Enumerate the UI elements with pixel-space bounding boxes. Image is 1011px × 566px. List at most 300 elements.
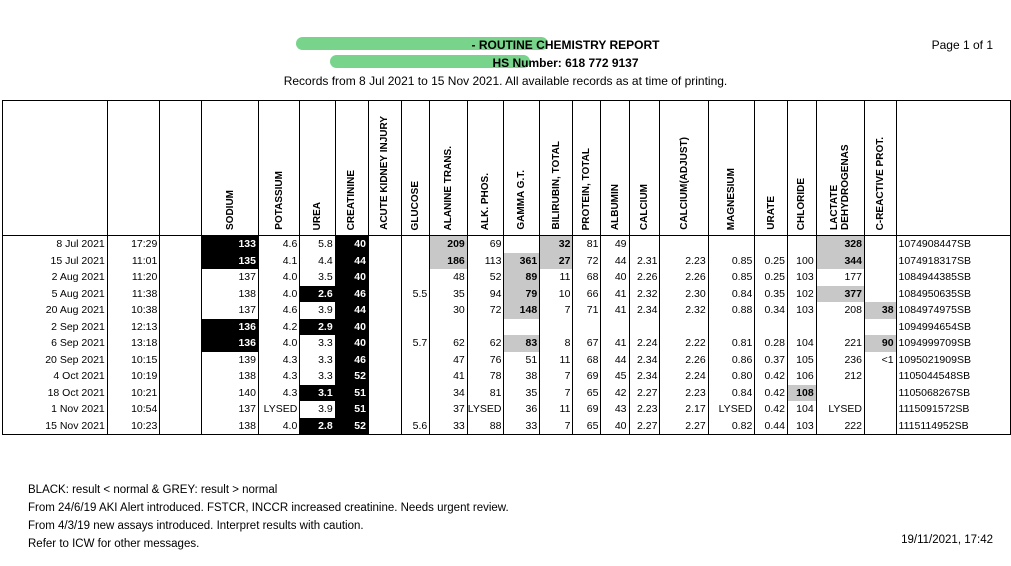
result-cell: 0.86 xyxy=(708,352,755,369)
result-cell: 2.34 xyxy=(629,368,660,385)
result-cell xyxy=(368,385,401,402)
time-cell: 12:13 xyxy=(107,319,160,336)
result-cell xyxy=(368,335,401,352)
column-header-label: ALANINE TRANS. xyxy=(443,145,455,230)
result-cell: LYSED xyxy=(708,401,755,418)
column-header-label: CREATININE xyxy=(346,169,358,230)
result-cell: 71 xyxy=(573,302,601,319)
icw-note: Refer to ICW for other messages. xyxy=(28,538,200,550)
result-cell xyxy=(430,319,468,336)
result-cell: 72 xyxy=(573,253,601,270)
specimen-id-cell: 1094994654SB xyxy=(896,319,1010,336)
column-header xyxy=(755,101,788,236)
result-cell: 2.31 xyxy=(629,253,660,270)
result-cell: 2.9 xyxy=(300,319,335,336)
header-blank-cell xyxy=(160,101,202,236)
result-cell: 0.42 xyxy=(755,385,788,402)
date-cell: 1 Nov 2021 xyxy=(3,401,108,418)
result-cell xyxy=(660,236,708,253)
result-cell xyxy=(864,401,896,418)
result-cell xyxy=(601,319,629,336)
result-cell: 5.6 xyxy=(401,418,429,435)
result-cell: 344 xyxy=(816,253,864,270)
table-row xyxy=(3,418,1011,435)
result-cell xyxy=(368,418,401,435)
result-cell: 138 xyxy=(202,418,259,435)
result-cell xyxy=(504,236,540,253)
date-cell: 18 Oct 2021 xyxy=(3,385,108,402)
table-row xyxy=(3,253,1011,270)
result-cell: 79 xyxy=(504,286,540,303)
result-cell: 4.6 xyxy=(259,236,300,253)
blank-cell xyxy=(160,352,202,369)
result-cell: 52 xyxy=(335,368,368,385)
result-cell xyxy=(368,253,401,270)
result-cell: 4.0 xyxy=(259,269,300,286)
result-cell xyxy=(401,385,429,402)
specimen-id-cell: 1084944385SB xyxy=(896,269,1010,286)
result-cell: 328 xyxy=(816,236,864,253)
result-cell: 104 xyxy=(787,335,816,352)
result-cell: 0.42 xyxy=(755,401,788,418)
date-cell: 8 Jul 2021 xyxy=(3,236,108,253)
result-cell: 89 xyxy=(504,269,540,286)
result-cell: 139 xyxy=(202,352,259,369)
specimen-id-cell: 1105068267SB xyxy=(896,385,1010,402)
column-header xyxy=(864,101,896,236)
result-cell: 62 xyxy=(467,335,504,352)
result-cell: 44 xyxy=(335,253,368,270)
result-cell: 68 xyxy=(573,269,601,286)
result-cell: 0.37 xyxy=(755,352,788,369)
result-cell: 103 xyxy=(787,418,816,435)
result-cell: 0.85 xyxy=(708,269,755,286)
result-cell: 51 xyxy=(335,385,368,402)
result-cell: 52 xyxy=(467,269,504,286)
result-cell: 78 xyxy=(467,368,504,385)
result-cell: 49 xyxy=(601,236,629,253)
result-cell: 51 xyxy=(335,401,368,418)
result-cell: 69 xyxy=(573,401,601,418)
legend-text: BLACK: result < normal & GREY: result > normal xyxy=(28,484,278,496)
blank-cell xyxy=(160,269,202,286)
specimen-id-cell: 1074918317SB xyxy=(896,253,1010,270)
time-cell: 11:20 xyxy=(107,269,160,286)
result-cell: 40 xyxy=(601,269,629,286)
result-cell: 0.35 xyxy=(755,286,788,303)
time-cell: 10:15 xyxy=(107,352,160,369)
table-row xyxy=(3,319,1011,336)
result-cell: 4.3 xyxy=(259,352,300,369)
result-cell: 5.8 xyxy=(300,236,335,253)
result-cell xyxy=(401,352,429,369)
table-row xyxy=(3,269,1011,286)
result-cell xyxy=(467,319,504,336)
result-cell xyxy=(660,319,708,336)
result-cell: 7 xyxy=(540,302,573,319)
result-cell: 46 xyxy=(335,352,368,369)
result-cell: 90 xyxy=(864,335,896,352)
result-cell: 8 xyxy=(540,335,573,352)
result-cell: 43 xyxy=(601,401,629,418)
result-cell: 0.25 xyxy=(755,269,788,286)
report-title: - ROUTINE CHEMISTRY REPORT xyxy=(471,38,660,52)
result-cell: 2.30 xyxy=(660,286,708,303)
time-cell: 11:38 xyxy=(107,286,160,303)
result-cell: 44 xyxy=(601,352,629,369)
result-cell: 137 xyxy=(202,401,259,418)
result-cell: 361 xyxy=(504,253,540,270)
result-cell xyxy=(504,319,540,336)
specimen-id-cell: 1095021909SB xyxy=(896,352,1010,369)
blank-cell xyxy=(160,385,202,402)
result-cell: 186 xyxy=(430,253,468,270)
column-header-label: CALCIUM(ADJUST) xyxy=(678,137,690,230)
result-cell: 81 xyxy=(467,385,504,402)
result-cell: 0.88 xyxy=(708,302,755,319)
result-cell: 4.0 xyxy=(259,335,300,352)
column-header xyxy=(708,101,755,236)
column-header xyxy=(300,101,335,236)
result-cell: 138 xyxy=(202,368,259,385)
result-cell: 65 xyxy=(573,418,601,435)
result-cell: 100 xyxy=(787,253,816,270)
result-cell: 36 xyxy=(504,401,540,418)
result-cell: 62 xyxy=(430,335,468,352)
time-cell: 10:38 xyxy=(107,302,160,319)
result-cell: 44 xyxy=(601,253,629,270)
result-cell: 27 xyxy=(540,253,573,270)
result-cell xyxy=(573,319,601,336)
column-header xyxy=(787,101,816,236)
time-cell: 17:29 xyxy=(107,236,160,253)
result-cell: 221 xyxy=(816,335,864,352)
column-header xyxy=(259,101,300,236)
nhs-number: HS Number: 618 772 9137 xyxy=(492,56,639,70)
result-cell: 40 xyxy=(335,335,368,352)
result-cell: 105 xyxy=(787,352,816,369)
date-cell: 15 Nov 2021 xyxy=(3,418,108,435)
result-cell: 7 xyxy=(540,418,573,435)
result-cell xyxy=(787,319,816,336)
column-header xyxy=(629,101,660,236)
result-cell: 3.9 xyxy=(300,401,335,418)
result-cell xyxy=(401,269,429,286)
result-cell: 3.9 xyxy=(300,302,335,319)
result-cell: 94 xyxy=(467,286,504,303)
records-range: Records from 8 Jul 2021 to 15 Nov 2021. All available records as at time of printing. xyxy=(283,74,728,88)
column-header-label: UREA xyxy=(312,201,323,230)
result-cell xyxy=(864,418,896,435)
table-row xyxy=(3,385,1011,402)
result-cell: 34 xyxy=(430,385,468,402)
result-cell: LYSED xyxy=(467,401,504,418)
result-cell: 81 xyxy=(573,236,601,253)
result-cell: 52 xyxy=(335,418,368,435)
result-cell xyxy=(401,401,429,418)
date-cell: 15 Jul 2021 xyxy=(3,253,108,270)
result-cell: 2.23 xyxy=(660,253,708,270)
result-cell xyxy=(368,368,401,385)
result-cell: 51 xyxy=(504,352,540,369)
result-cell: 2.24 xyxy=(660,368,708,385)
time-cell: 10:54 xyxy=(107,401,160,418)
result-cell xyxy=(401,302,429,319)
result-cell: 69 xyxy=(467,236,504,253)
blank-cell xyxy=(160,319,202,336)
result-cell: 83 xyxy=(504,335,540,352)
date-cell: 5 Aug 2021 xyxy=(3,286,108,303)
result-cell: 137 xyxy=(202,302,259,319)
column-header-label: ALBUMIN xyxy=(609,183,621,230)
result-cell xyxy=(787,236,816,253)
result-cell: 103 xyxy=(787,269,816,286)
result-cell: 2.22 xyxy=(660,335,708,352)
result-cell: 135 xyxy=(202,253,259,270)
specimen-id-cell: 1115114952SB xyxy=(896,418,1010,435)
result-cell: 47 xyxy=(430,352,468,369)
column-header xyxy=(816,101,864,236)
result-cell xyxy=(864,236,896,253)
result-cell: 133 xyxy=(202,236,259,253)
result-cell xyxy=(629,319,660,336)
result-cell: 40 xyxy=(601,418,629,435)
result-cell: 41 xyxy=(601,335,629,352)
date-cell: 2 Aug 2021 xyxy=(3,269,108,286)
table-row xyxy=(3,335,1011,352)
result-cell: 7 xyxy=(540,368,573,385)
result-cell xyxy=(368,269,401,286)
blank-cell xyxy=(160,418,202,435)
date-cell: 4 Oct 2021 xyxy=(3,368,108,385)
result-cell: 4.3 xyxy=(259,385,300,402)
result-cell: 148 xyxy=(504,302,540,319)
result-cell xyxy=(629,236,660,253)
column-header xyxy=(202,101,259,236)
result-cell: 2.27 xyxy=(660,418,708,435)
result-cell: 45 xyxy=(601,368,629,385)
column-header-label: PROTEIN, TOTAL xyxy=(581,147,593,230)
column-header-label: SODIUM xyxy=(224,190,236,230)
result-cell: 4.3 xyxy=(259,368,300,385)
column-header-label: LACTATE DEHYDROGENAS xyxy=(829,144,852,230)
result-cell: 65 xyxy=(573,385,601,402)
result-cell: 3.5 xyxy=(300,269,335,286)
result-cell: <1 xyxy=(864,352,896,369)
result-cell: 11 xyxy=(540,269,573,286)
result-cell: 40 xyxy=(335,269,368,286)
result-cell: 209 xyxy=(430,236,468,253)
result-cell: 41 xyxy=(601,286,629,303)
column-header xyxy=(540,101,573,236)
result-cell: 3.1 xyxy=(300,385,335,402)
result-cell xyxy=(368,352,401,369)
result-cell: 103 xyxy=(787,302,816,319)
result-cell: 2.24 xyxy=(629,335,660,352)
result-cell xyxy=(816,385,864,402)
time-cell: 11:01 xyxy=(107,253,160,270)
specimen-id-cell: 1074908447SB xyxy=(896,236,1010,253)
table-row xyxy=(3,401,1011,418)
result-cell: 2.17 xyxy=(660,401,708,418)
print-timestamp: 19/11/2021, 17:42 xyxy=(901,534,993,546)
result-cell: 108 xyxy=(787,385,816,402)
date-cell: 6 Sep 2021 xyxy=(3,335,108,352)
result-cell xyxy=(755,236,788,253)
column-header xyxy=(660,101,708,236)
result-cell: 32 xyxy=(540,236,573,253)
result-cell xyxy=(864,286,896,303)
specimen-id-cell: 1105044548SB xyxy=(896,368,1010,385)
result-cell: 69 xyxy=(573,368,601,385)
result-cell: 2.23 xyxy=(660,385,708,402)
result-cell: LYSED xyxy=(816,401,864,418)
result-cell: 38 xyxy=(864,302,896,319)
column-header xyxy=(573,101,601,236)
result-cell: 0.84 xyxy=(708,385,755,402)
result-cell: 30 xyxy=(430,302,468,319)
aki-note: From 24/6/19 AKI Alert introduced. FSTCR, INCCR increased creatinine. Needs urgent review. xyxy=(28,502,509,514)
result-cell: 0.34 xyxy=(755,302,788,319)
result-cell: 2.27 xyxy=(629,418,660,435)
header-blank-cell xyxy=(896,101,1010,236)
result-cell: 48 xyxy=(430,269,468,286)
result-cell: 3.3 xyxy=(300,352,335,369)
result-cell xyxy=(368,236,401,253)
assay-note: From 4/3/19 new assays introduced. Interpret results with caution. xyxy=(28,520,364,532)
result-cell: 38 xyxy=(504,368,540,385)
result-cell xyxy=(864,269,896,286)
result-cell: 4.6 xyxy=(259,302,300,319)
result-cell: LYSED xyxy=(259,401,300,418)
header-blank-cell xyxy=(3,101,108,236)
result-cell: 2.8 xyxy=(300,418,335,435)
result-cell xyxy=(368,302,401,319)
result-cell: 106 xyxy=(787,368,816,385)
column-header-label: URATE xyxy=(765,196,777,230)
table-row xyxy=(3,352,1011,369)
result-cell: 46 xyxy=(335,286,368,303)
result-cell: 66 xyxy=(573,286,601,303)
column-header-label: BILIRUBIN, TOTAL xyxy=(550,141,562,230)
table-row xyxy=(3,302,1011,319)
column-header-label: GLUCOSE xyxy=(410,180,422,230)
column-header-label: CALCIUM xyxy=(638,183,650,230)
time-cell: 10:21 xyxy=(107,385,160,402)
specimen-id-cell: 1094999709SB xyxy=(896,335,1010,352)
result-cell: 42 xyxy=(601,385,629,402)
time-cell: 10:19 xyxy=(107,368,160,385)
result-cell: 7 xyxy=(540,385,573,402)
result-cell: 2.26 xyxy=(660,352,708,369)
table-row xyxy=(3,236,1011,253)
result-cell: 68 xyxy=(573,352,601,369)
result-cell: 11 xyxy=(540,352,573,369)
blank-cell xyxy=(160,335,202,352)
result-cell xyxy=(708,319,755,336)
column-header xyxy=(368,101,401,236)
result-cell: 4.1 xyxy=(259,253,300,270)
column-header-label: ALK. PHOS. xyxy=(480,172,492,230)
column-header-label: CHLORIDE xyxy=(796,177,808,230)
specimen-id-cell: 1084950635SB xyxy=(896,286,1010,303)
blank-cell xyxy=(160,236,202,253)
result-cell: 177 xyxy=(816,269,864,286)
result-cell: 35 xyxy=(504,385,540,402)
result-cell: 44 xyxy=(335,302,368,319)
result-cell: 76 xyxy=(467,352,504,369)
result-cell: 88 xyxy=(467,418,504,435)
result-cell: 4.0 xyxy=(259,418,300,435)
date-cell: 20 Aug 2021 xyxy=(3,302,108,319)
result-cell xyxy=(401,319,429,336)
result-cell: 33 xyxy=(504,418,540,435)
result-cell: 0.44 xyxy=(755,418,788,435)
result-cell xyxy=(368,319,401,336)
column-header xyxy=(401,101,429,236)
result-cell: 2.23 xyxy=(629,401,660,418)
table-row xyxy=(3,286,1011,303)
result-cell: 2.6 xyxy=(300,286,335,303)
column-header-label: MAGNESIUM xyxy=(726,167,737,230)
result-cell: 0.25 xyxy=(755,253,788,270)
result-cell: 3.3 xyxy=(300,335,335,352)
date-cell: 2 Sep 2021 xyxy=(3,319,108,336)
column-header xyxy=(601,101,629,236)
result-cell: 0.85 xyxy=(708,253,755,270)
result-cell: 140 xyxy=(202,385,259,402)
result-cell: 0.84 xyxy=(708,286,755,303)
specimen-id-cell: 1115091572SB xyxy=(896,401,1010,418)
result-cell: 377 xyxy=(816,286,864,303)
result-cell: 35 xyxy=(430,286,468,303)
result-cell: 4.2 xyxy=(259,319,300,336)
result-cell: 0.81 xyxy=(708,335,755,352)
page-number: Page 1 of 1 xyxy=(931,38,993,52)
result-cell: 0.80 xyxy=(708,368,755,385)
result-cell: 0.42 xyxy=(755,368,788,385)
result-cell xyxy=(401,236,429,253)
date-cell: 20 Sep 2021 xyxy=(3,352,108,369)
result-cell: 102 xyxy=(787,286,816,303)
result-cell: 40 xyxy=(335,319,368,336)
time-cell: 13:18 xyxy=(107,335,160,352)
result-cell: 104 xyxy=(787,401,816,418)
result-cell: 0.82 xyxy=(708,418,755,435)
result-cell: 222 xyxy=(816,418,864,435)
result-cell xyxy=(864,368,896,385)
result-cell: 4.0 xyxy=(259,286,300,303)
column-header xyxy=(335,101,368,236)
blank-cell xyxy=(160,302,202,319)
result-cell: 2.34 xyxy=(629,352,660,369)
column-header xyxy=(467,101,504,236)
column-header-label: ACUTE KIDNEY INJURY xyxy=(379,116,391,230)
result-cell: 33 xyxy=(430,418,468,435)
result-cell: 236 xyxy=(816,352,864,369)
blank-cell xyxy=(160,401,202,418)
result-cell: 37 xyxy=(430,401,468,418)
result-cell xyxy=(401,368,429,385)
table-row xyxy=(3,368,1011,385)
result-cell: 136 xyxy=(202,335,259,352)
result-cell: 67 xyxy=(573,335,601,352)
column-header-label: C-REACTIVE PROT. xyxy=(874,136,886,230)
column-header xyxy=(504,101,540,236)
result-cell xyxy=(864,253,896,270)
chemistry-table xyxy=(2,100,1011,435)
result-cell xyxy=(816,319,864,336)
